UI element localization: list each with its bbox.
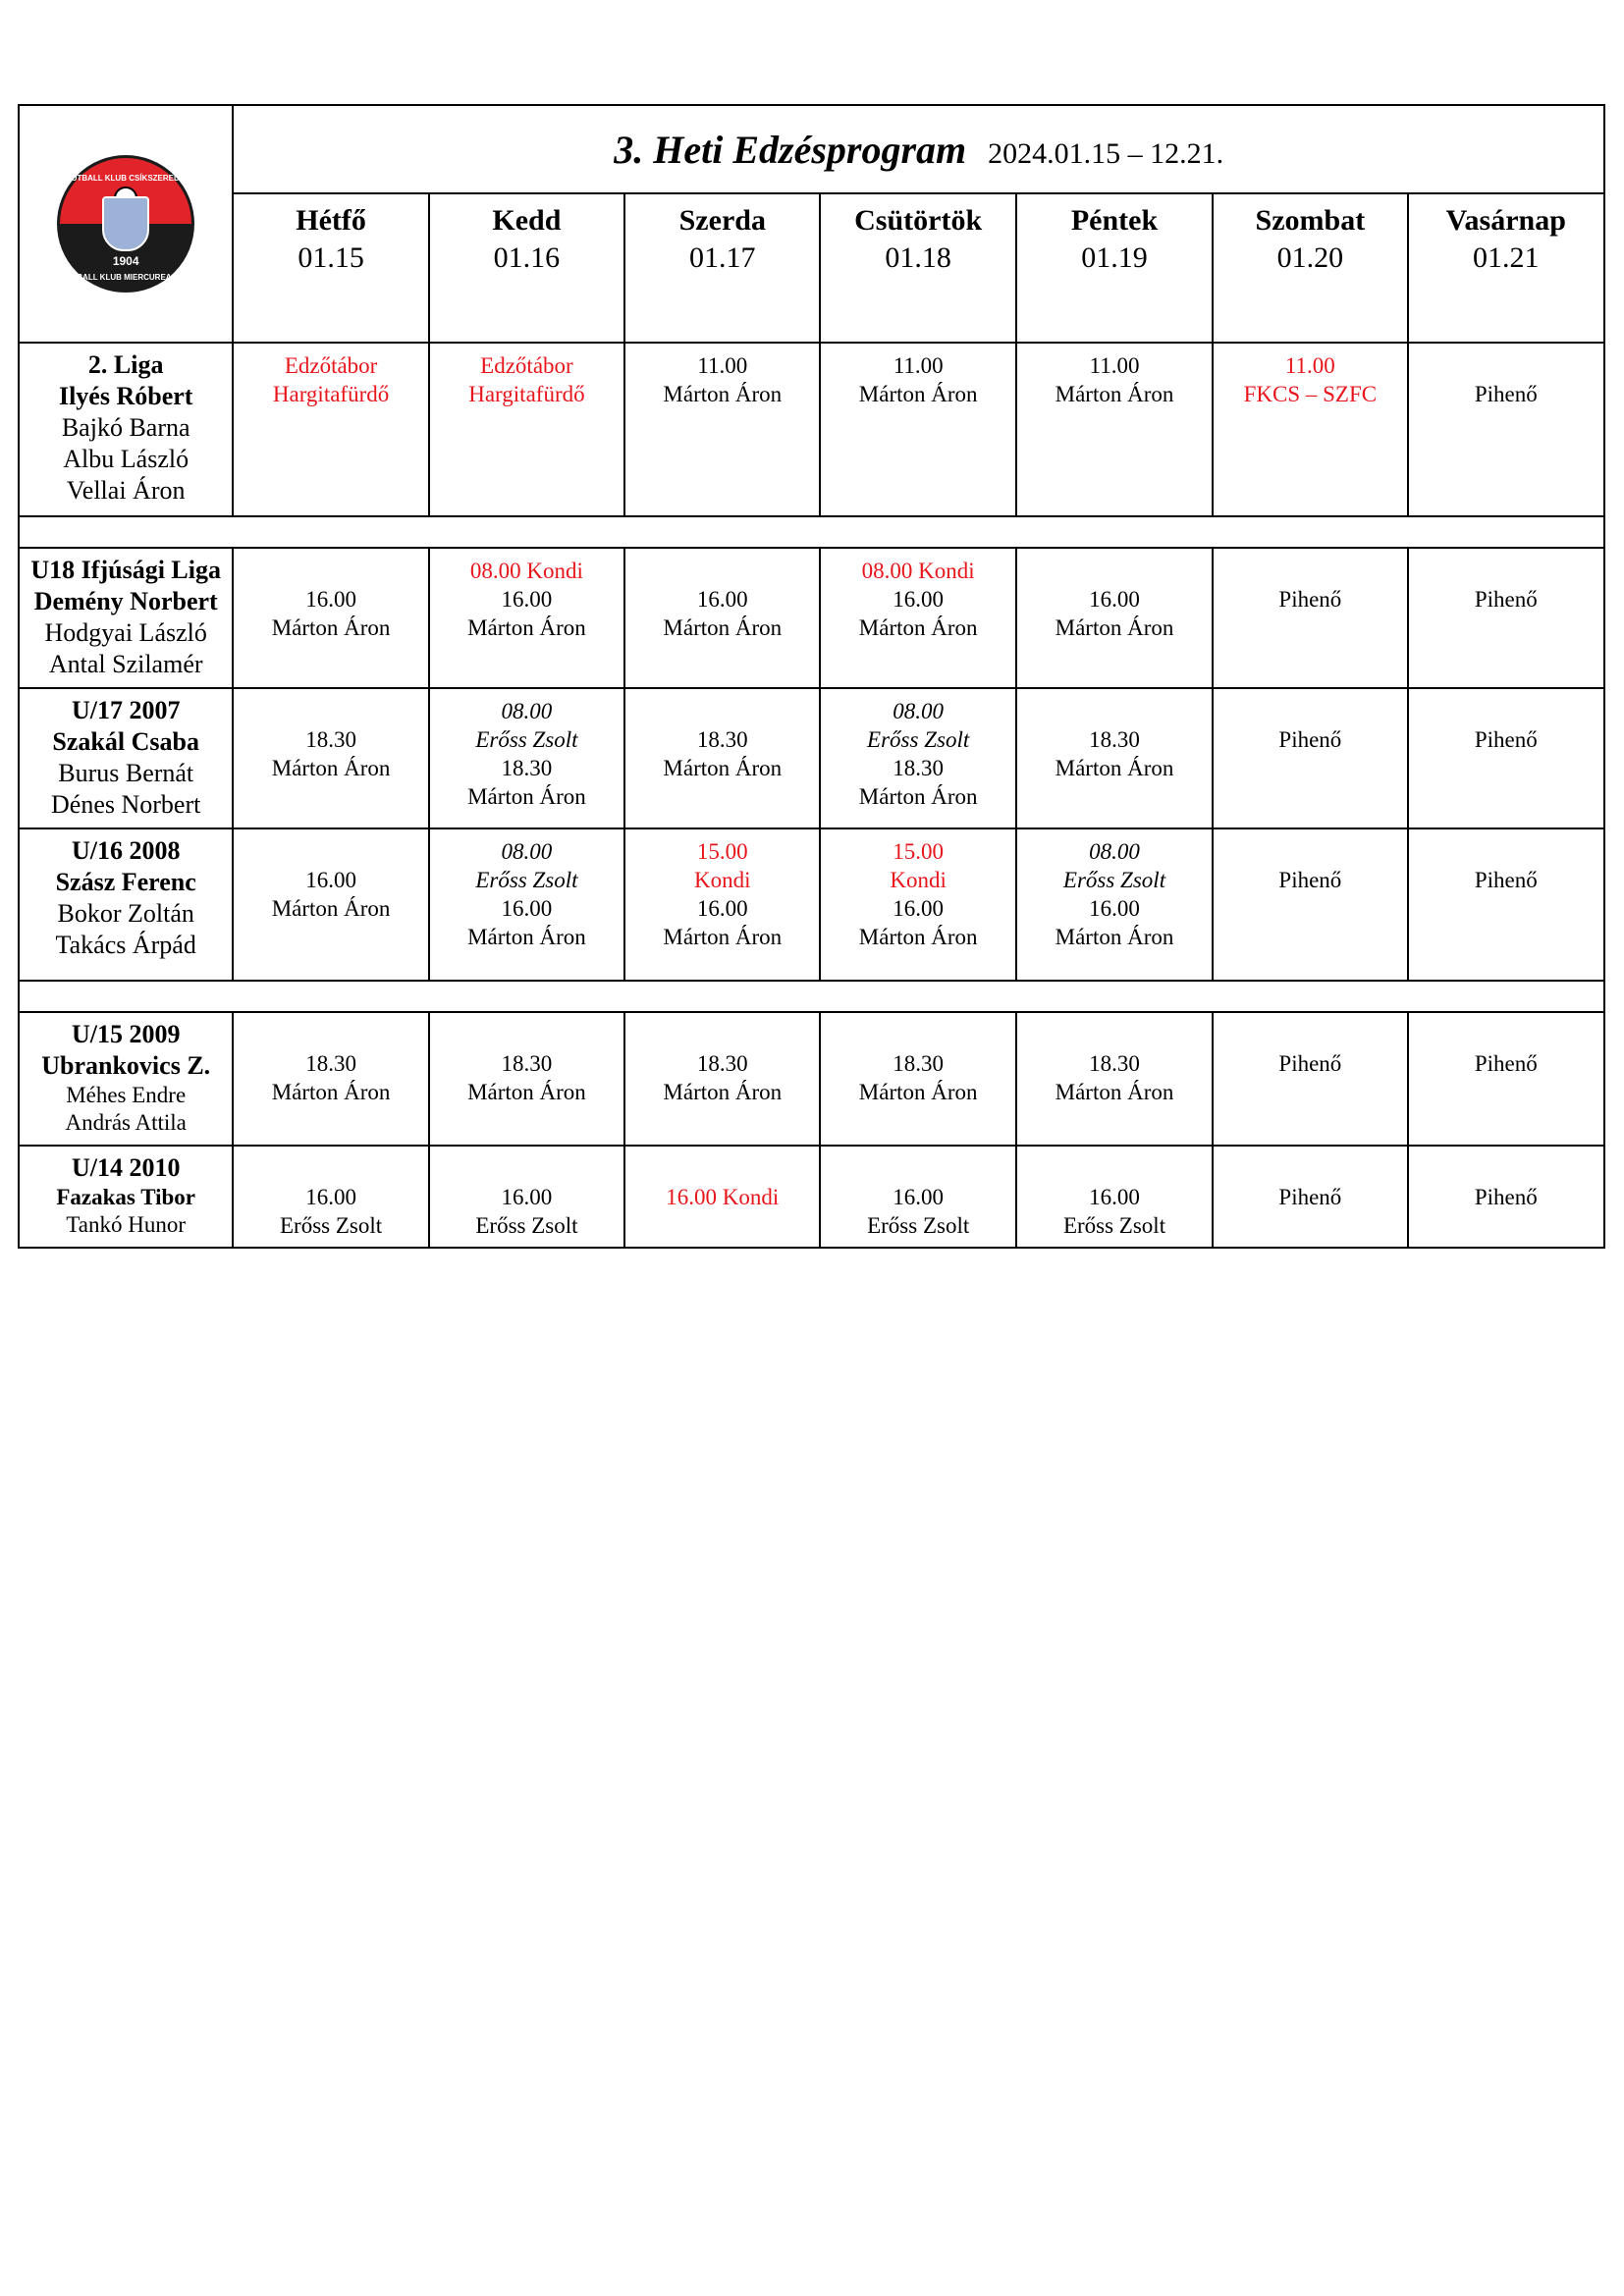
day-date: 01.17 bbox=[689, 241, 756, 274]
schedule-cell-kedd bbox=[429, 828, 624, 981]
schedule-entry bbox=[1214, 1021, 1406, 1049]
schedule-cell-kedd bbox=[429, 688, 624, 828]
team-name: U/17 2007 bbox=[71, 696, 181, 724]
schedule-entry: Pihenő bbox=[1278, 1185, 1342, 1209]
assistant-coach: Antal Szilamér bbox=[48, 650, 203, 678]
day-header-5 bbox=[1213, 193, 1407, 343]
schedule-entry: Márton Áron bbox=[271, 756, 391, 780]
schedule-entry: Márton Áron bbox=[1055, 615, 1174, 640]
schedule-entry: Pihenő bbox=[1474, 1185, 1538, 1209]
schedule-entry bbox=[1017, 1154, 1212, 1183]
day-date: 01.20 bbox=[1276, 241, 1344, 274]
schedule-cell-vasárnap bbox=[1408, 1146, 1604, 1248]
schedule-entry: 16.00 bbox=[1089, 1185, 1140, 1209]
day-header-6 bbox=[1408, 193, 1604, 343]
schedule-cell-szerda bbox=[624, 1012, 820, 1146]
head-coach: Ilyés Róbert bbox=[58, 382, 193, 410]
schedule-entry bbox=[625, 557, 819, 585]
schedule-entry: Erőss Zsolt bbox=[867, 727, 970, 752]
schedule-entry: Pihenő bbox=[1278, 1051, 1342, 1076]
schedule-entry: 16.00 bbox=[696, 896, 748, 921]
spacer-cell bbox=[19, 516, 1604, 548]
schedule-entry: Márton Áron bbox=[271, 615, 391, 640]
schedule-entry: Erőss Zsolt bbox=[867, 1213, 970, 1238]
schedule-cell-csütörtök bbox=[820, 688, 1015, 828]
team-name: U18 Ifjúsági Liga bbox=[30, 556, 221, 584]
schedule-entry: Márton Áron bbox=[663, 615, 783, 640]
schedule-entry: Márton Áron bbox=[858, 615, 978, 640]
schedule-entry: Hargitafürdő bbox=[468, 382, 585, 406]
day-name: Kedd bbox=[492, 204, 562, 237]
schedule-entry: Márton Áron bbox=[467, 1080, 586, 1104]
schedule-entry: Márton Áron bbox=[858, 925, 978, 949]
schedule-entry: 08.00 bbox=[501, 699, 553, 723]
team-row bbox=[19, 343, 1604, 516]
schedule-cell-hétfő bbox=[233, 1012, 428, 1146]
schedule-entry: Edzőtábor bbox=[480, 353, 573, 378]
day-name: Péntek bbox=[1070, 204, 1159, 237]
schedule-entry bbox=[821, 1021, 1014, 1049]
team-name: 2. Liga bbox=[87, 350, 164, 379]
schedule-cell-hétfő bbox=[233, 828, 428, 981]
spacer-cell bbox=[19, 981, 1604, 1012]
assistant-coach: Hodgyai László bbox=[44, 618, 207, 647]
schedule-entry: 08.00 bbox=[893, 699, 945, 723]
day-date: 01.16 bbox=[493, 241, 561, 274]
schedule-entry: Pihenő bbox=[1278, 587, 1342, 612]
schedule-entry: Erőss Zsolt bbox=[1062, 1213, 1166, 1238]
schedule-entry bbox=[1409, 1021, 1603, 1049]
schedule-entry: Erőss Zsolt bbox=[280, 1213, 383, 1238]
schedule-cell-vasárnap bbox=[1408, 343, 1604, 516]
schedule-entry: 18.30 bbox=[501, 1051, 553, 1076]
schedule-entry: 11.00 bbox=[1089, 353, 1140, 378]
team-cell bbox=[19, 828, 233, 981]
spacer-row bbox=[19, 516, 1604, 548]
day-name: Szerda bbox=[678, 204, 766, 237]
schedule-cell-csütörtök bbox=[820, 1012, 1015, 1146]
schedule-cell-csütörtök bbox=[820, 548, 1015, 688]
schedule-entry: Márton Áron bbox=[663, 925, 783, 949]
schedule-entry: 16.00 bbox=[501, 896, 553, 921]
schedule-entry: Pihenő bbox=[1474, 1051, 1538, 1076]
schedule-entry: Márton Áron bbox=[663, 382, 783, 406]
schedule-entry: 18.30 bbox=[305, 727, 356, 752]
schedule-entry: Márton Áron bbox=[1055, 382, 1174, 406]
schedule-entry: 16.00 bbox=[305, 1185, 356, 1209]
head-coach: Demény Norbert bbox=[33, 587, 218, 615]
schedule-entry: Pihenő bbox=[1278, 868, 1342, 892]
schedule-cell-vasárnap bbox=[1408, 688, 1604, 828]
schedule-cell-vasárnap bbox=[1408, 1012, 1604, 1146]
schedule-entry: Márton Áron bbox=[271, 1080, 391, 1104]
schedule-entry: Erőss Zsolt bbox=[475, 1213, 578, 1238]
assistant-coach: András Attila bbox=[65, 1110, 187, 1135]
schedule-cell-péntek bbox=[1016, 1012, 1213, 1146]
schedule-entry: Erőss Zsolt bbox=[475, 727, 578, 752]
assistant-coach: Bajkó Barna bbox=[61, 413, 190, 442]
schedule-entry: 08.00 Kondi bbox=[469, 559, 583, 583]
schedule-cell-kedd bbox=[429, 1146, 624, 1248]
schedule-entry: 16.00 Kondi bbox=[666, 1185, 780, 1209]
day-header-1 bbox=[429, 193, 624, 343]
day-date: 01.18 bbox=[885, 241, 951, 274]
page-title: 3. Heti Edzésprogram bbox=[614, 127, 967, 172]
title-cell bbox=[233, 105, 1604, 193]
day-name: Szombat bbox=[1255, 204, 1366, 237]
team-row bbox=[19, 1012, 1604, 1146]
spacer-row bbox=[19, 981, 1604, 1012]
schedule-entry: Kondi bbox=[694, 868, 751, 892]
schedule-entry: 18.30 bbox=[501, 756, 553, 780]
assistant-coach: Burus Bernát bbox=[58, 759, 194, 787]
assistant-coach: Vellai Áron bbox=[66, 476, 186, 505]
day-date: 01.19 bbox=[1081, 241, 1148, 274]
schedule-cell-szombat bbox=[1213, 343, 1407, 516]
schedule-cell-szerda bbox=[624, 1146, 820, 1248]
schedule-cell-hétfő bbox=[233, 548, 428, 688]
schedule-cell-péntek bbox=[1016, 1146, 1213, 1248]
schedule-cell-kedd bbox=[429, 548, 624, 688]
schedule-entry: Márton Áron bbox=[1055, 756, 1174, 780]
day-header-3 bbox=[820, 193, 1015, 343]
schedule-entry: 16.00 bbox=[893, 1185, 945, 1209]
schedule-entry: Márton Áron bbox=[467, 784, 586, 809]
schedule-entry bbox=[430, 1154, 623, 1183]
schedule-entry: 18.30 bbox=[893, 1051, 945, 1076]
schedule-entry: 18.30 bbox=[696, 727, 748, 752]
team-name: U/14 2010 bbox=[71, 1153, 181, 1182]
schedule-cell-péntek bbox=[1016, 828, 1213, 981]
schedule-cell-kedd bbox=[429, 1012, 624, 1146]
schedule-cell-hétfő bbox=[233, 343, 428, 516]
schedule-entry: 11.00 bbox=[697, 353, 748, 378]
schedule-entry: 18.30 bbox=[305, 1051, 356, 1076]
schedule-entry: Pihenő bbox=[1474, 382, 1538, 406]
schedule-entry bbox=[1017, 557, 1212, 585]
day-name: Hétfő bbox=[296, 204, 366, 237]
day-header-0 bbox=[233, 193, 428, 343]
logo-year: 1904 bbox=[112, 254, 139, 268]
schedule-entry bbox=[625, 1021, 819, 1049]
schedule-entry: Edzőtábor bbox=[284, 353, 378, 378]
schedule-entry: 16.00 bbox=[501, 1185, 553, 1209]
assistant-coach: Tankó Hunor bbox=[66, 1212, 187, 1237]
schedule-entry: Hargitafürdő bbox=[272, 382, 390, 406]
schedule-cell-szerda bbox=[624, 548, 820, 688]
team-row bbox=[19, 1146, 1604, 1248]
head-coach: Ubrankovics Z. bbox=[41, 1051, 211, 1080]
club-logo bbox=[57, 155, 194, 293]
schedule-entry: Pihenő bbox=[1474, 868, 1538, 892]
schedule-entry: 11.00 bbox=[893, 353, 944, 378]
schedule-cell-péntek bbox=[1016, 548, 1213, 688]
schedule-cell-csütörtök bbox=[820, 1146, 1015, 1248]
schedule-cell-kedd bbox=[429, 343, 624, 516]
team-cell bbox=[19, 1012, 233, 1146]
team-name: U/16 2008 bbox=[71, 836, 181, 865]
schedule-entry: 18.30 bbox=[1089, 727, 1140, 752]
schedule-entry: FKCS – SZFC bbox=[1243, 382, 1378, 406]
team-cell bbox=[19, 343, 233, 516]
schedule-entry: 16.00 bbox=[1089, 587, 1140, 612]
schedule-entry bbox=[625, 1154, 819, 1183]
head-coach: Szakál Csaba bbox=[52, 727, 199, 756]
day-header-2 bbox=[624, 193, 820, 343]
schedule-entry: Márton Áron bbox=[663, 756, 783, 780]
schedule-cell-szombat bbox=[1213, 1012, 1407, 1146]
schedule-entry bbox=[1214, 697, 1406, 725]
schedule-entry: 16.00 bbox=[305, 868, 356, 892]
schedule-entry: 16.00 bbox=[696, 587, 748, 612]
schedule-entry bbox=[1017, 1021, 1212, 1049]
team-cell bbox=[19, 688, 233, 828]
schedule-entry: 15.00 bbox=[696, 839, 748, 864]
schedule-entry: Pihenő bbox=[1474, 727, 1538, 752]
schedule-entry: 18.30 bbox=[696, 1051, 748, 1076]
team-cell bbox=[19, 548, 233, 688]
date-range: 2024.01.15 – 12.21. bbox=[988, 136, 1224, 170]
assistant-coach: Bokor Zoltán bbox=[57, 899, 194, 928]
schedule-entry: Erőss Zsolt bbox=[1062, 868, 1166, 892]
day-date: 01.15 bbox=[298, 241, 364, 274]
head-coach: Szász Ferenc bbox=[55, 868, 196, 896]
schedule-entry: Kondi bbox=[890, 868, 947, 892]
logo-ring-bottom-text: FOTBALL KLUB MIERCUREACIUC bbox=[61, 273, 191, 282]
schedule-entry bbox=[234, 1154, 427, 1183]
day-name: Csütörtök bbox=[854, 204, 983, 237]
schedule-entry bbox=[1214, 1154, 1406, 1183]
schedule-entry bbox=[1214, 837, 1406, 866]
schedule-entry bbox=[625, 697, 819, 725]
schedule-entry bbox=[1409, 1154, 1603, 1183]
schedule-entry bbox=[821, 1154, 1014, 1183]
schedule-entry: Pihenő bbox=[1278, 727, 1342, 752]
schedule-entry: Márton Áron bbox=[858, 382, 978, 406]
schedule-cell-hétfő bbox=[233, 1146, 428, 1248]
schedule-entry: Márton Áron bbox=[663, 1080, 783, 1104]
schedule-entry bbox=[234, 837, 427, 866]
schedule-entry: 18.30 bbox=[893, 756, 945, 780]
logo-cell bbox=[19, 105, 233, 343]
schedule-entry: 11.00 bbox=[1284, 353, 1335, 378]
schedule-entry: Márton Áron bbox=[858, 1080, 978, 1104]
schedule-entry: Márton Áron bbox=[1055, 1080, 1174, 1104]
schedule-entry: 15.00 bbox=[893, 839, 945, 864]
day-date: 01.21 bbox=[1473, 241, 1540, 274]
schedule-entry bbox=[1214, 557, 1406, 585]
schedule-entry bbox=[1409, 351, 1603, 380]
schedule-entry: 16.00 bbox=[501, 587, 553, 612]
team-row bbox=[19, 828, 1604, 981]
schedule-entry: Márton Áron bbox=[467, 925, 586, 949]
schedule-entry bbox=[1409, 557, 1603, 585]
schedule-entry bbox=[1017, 697, 1212, 725]
schedule-cell-szombat bbox=[1213, 1146, 1407, 1248]
schedule-cell-szombat bbox=[1213, 548, 1407, 688]
day-name: Vasárnap bbox=[1445, 204, 1566, 237]
head-coach: Fazakas Tibor bbox=[56, 1185, 196, 1209]
assistant-coach: Albu László bbox=[63, 445, 189, 473]
schedule-entry: Márton Áron bbox=[1055, 925, 1174, 949]
schedule-entry bbox=[430, 1021, 623, 1049]
schedule-entry: Pihenő bbox=[1474, 587, 1538, 612]
schedule-entry bbox=[234, 1021, 427, 1049]
schedule-cell-szerda bbox=[624, 343, 820, 516]
schedule-cell-csütörtök bbox=[820, 828, 1015, 981]
schedule-entry: 16.00 bbox=[893, 587, 945, 612]
schedule-cell-csütörtök bbox=[820, 343, 1015, 516]
schedule-entry: 08.00 bbox=[1089, 839, 1140, 864]
schedule-entry: 16.00 bbox=[305, 587, 356, 612]
assistant-coach: Takács Árpád bbox=[55, 931, 196, 959]
day-header-row bbox=[19, 193, 1604, 343]
schedule-entry bbox=[234, 697, 427, 725]
schedule-cell-szerda bbox=[624, 688, 820, 828]
schedule-entry: Márton Áron bbox=[858, 784, 978, 809]
schedule-entry bbox=[1409, 697, 1603, 725]
schedule-entry: 08.00 bbox=[501, 839, 553, 864]
day-header-4 bbox=[1016, 193, 1213, 343]
schedule-entry: 16.00 bbox=[1089, 896, 1140, 921]
schedule-entry: 16.00 bbox=[893, 896, 945, 921]
logo-ring-top-text: FUTBALL KLUB CSÍKSZEREDA bbox=[66, 174, 186, 183]
schedule-cell-vasárnap bbox=[1408, 828, 1604, 981]
schedule-entry: Márton Áron bbox=[467, 615, 586, 640]
team-name: U/15 2009 bbox=[71, 1020, 181, 1048]
schedule-entry: Márton Áron bbox=[271, 896, 391, 921]
assistant-coach: Dénes Norbert bbox=[51, 790, 201, 819]
schedule-cell-hétfő bbox=[233, 688, 428, 828]
team-row bbox=[19, 548, 1604, 688]
schedule-entry bbox=[234, 557, 427, 585]
schedule-cell-péntek bbox=[1016, 688, 1213, 828]
schedule-entry: 08.00 Kondi bbox=[861, 559, 975, 583]
team-cell bbox=[19, 1146, 233, 1248]
training-schedule-table bbox=[18, 104, 1605, 1249]
schedule-cell-szombat bbox=[1213, 828, 1407, 981]
schedule-cell-vasárnap bbox=[1408, 548, 1604, 688]
schedule-cell-péntek bbox=[1016, 343, 1213, 516]
schedule-cell-szerda bbox=[624, 828, 820, 981]
team-row bbox=[19, 688, 1604, 828]
schedule-entry: 18.30 bbox=[1089, 1051, 1140, 1076]
schedule-cell-szombat bbox=[1213, 688, 1407, 828]
assistant-coach: Méhes Endre bbox=[66, 1083, 187, 1107]
crest-shield-icon bbox=[102, 196, 149, 251]
schedule-entry bbox=[1409, 837, 1603, 866]
schedule-entry: Erőss Zsolt bbox=[475, 868, 578, 892]
